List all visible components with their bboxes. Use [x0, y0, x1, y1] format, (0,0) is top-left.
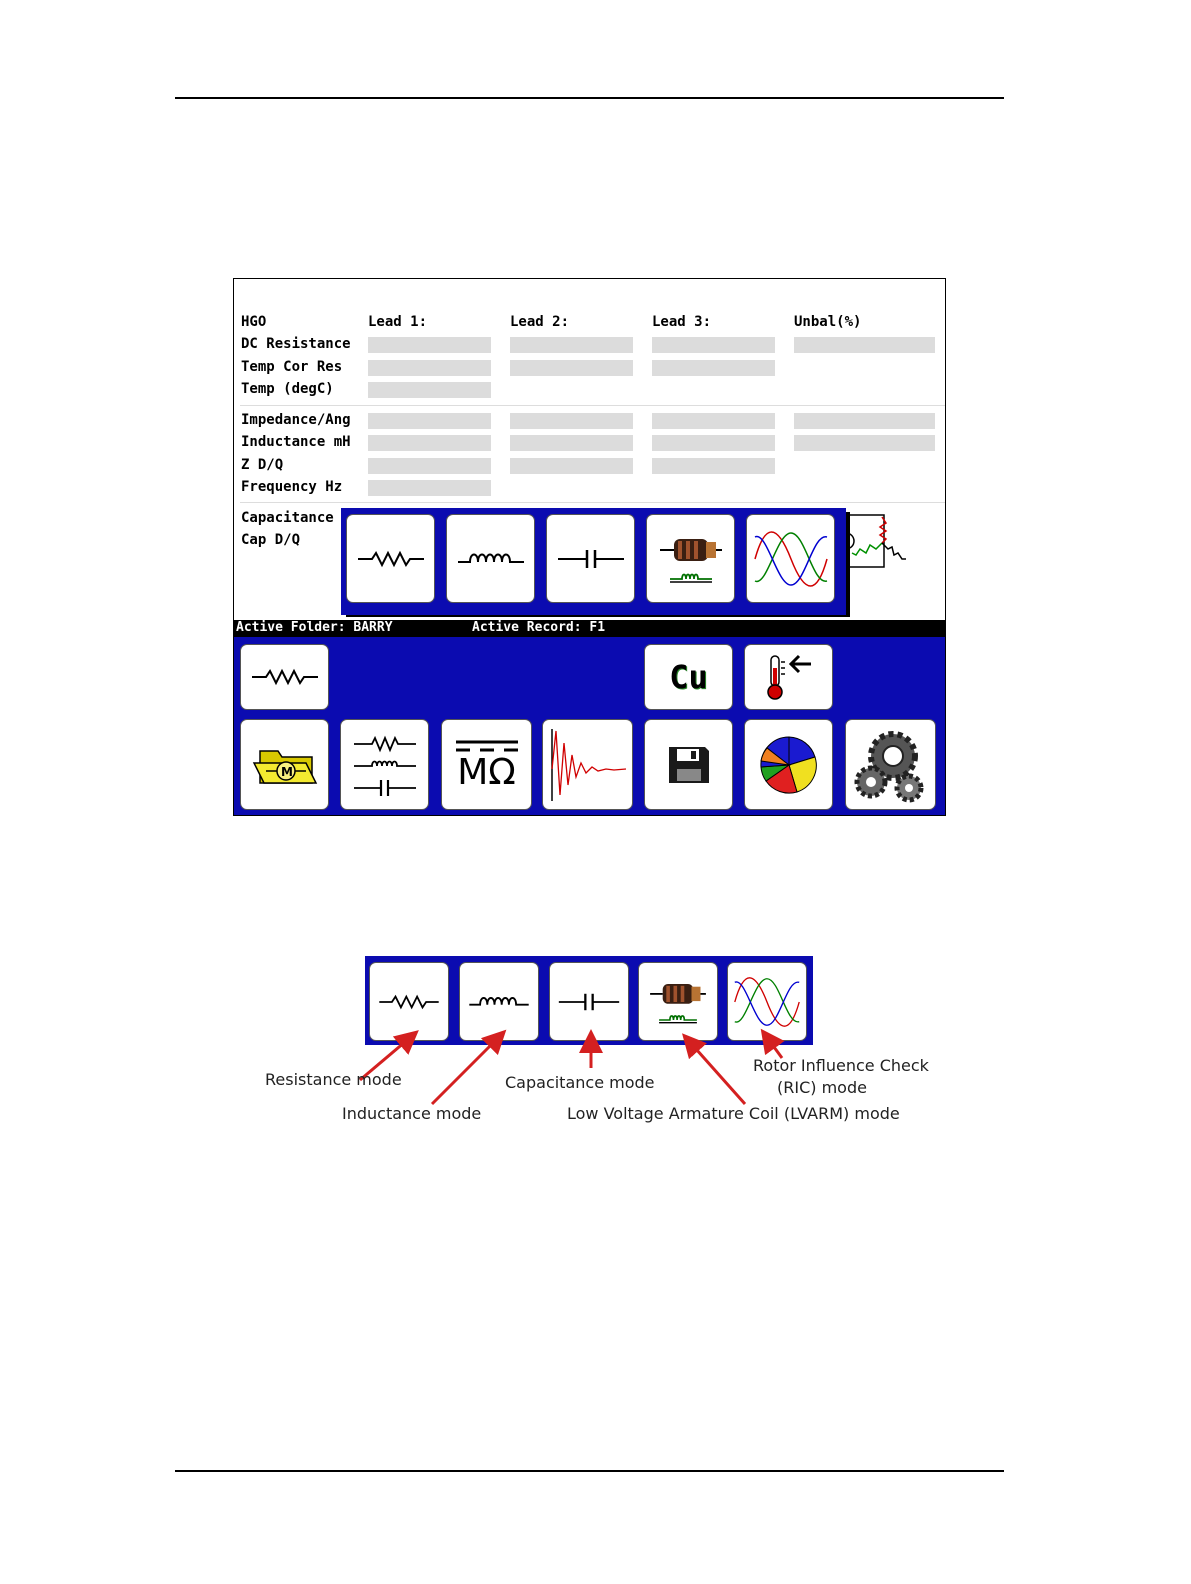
row-temp-degc: Temp (degC)	[241, 381, 334, 397]
row-capacitance: Capacitance	[241, 510, 334, 526]
lead3-header: Lead 3:	[652, 314, 712, 330]
lvarm-mode-callout: Low Voltage Armature Coil (LVARM) mode	[567, 1104, 900, 1123]
inductance-mode-callout: Inductance mode	[342, 1104, 482, 1123]
lvarm-arrow	[688, 1040, 745, 1104]
svg-text:M: M	[280, 764, 293, 779]
ric-arrow	[766, 1036, 782, 1058]
row-z-dq: Z D/Q	[241, 457, 284, 473]
ric-mode-callout-line2: (RIC) mode	[777, 1078, 867, 1097]
active-folder-status: Active Folder: BARRY	[236, 620, 393, 635]
megohm-icon: MΩ	[457, 751, 516, 793]
row-temp-cor-res: Temp Cor Res	[241, 359, 343, 375]
active-record-status: Active Record: F1	[472, 620, 606, 635]
row-cap-dq: Cap D/Q	[241, 532, 301, 548]
resistance-mode-callout: Resistance mode	[265, 1070, 402, 1089]
lead1-header: Lead 1:	[368, 314, 428, 330]
copper-icon: Cu	[669, 658, 708, 696]
ric-mode-callout-line1: Rotor Influence Check	[753, 1056, 929, 1075]
inductance-arrow	[432, 1036, 500, 1104]
motor-type-label: HGO	[241, 314, 267, 330]
row-dc-resistance: DC Resistance	[241, 336, 351, 352]
row-impedance-ang: Impedance/Ang	[241, 412, 351, 428]
capacitance-mode-callout: Capacitance mode	[505, 1073, 655, 1092]
row-inductance-mh: Inductance mH	[241, 434, 351, 450]
row-frequency-hz: Frequency Hz	[241, 479, 343, 495]
unbalance-header: Unbal(%)	[794, 314, 862, 330]
lead2-header: Lead 2:	[510, 314, 570, 330]
